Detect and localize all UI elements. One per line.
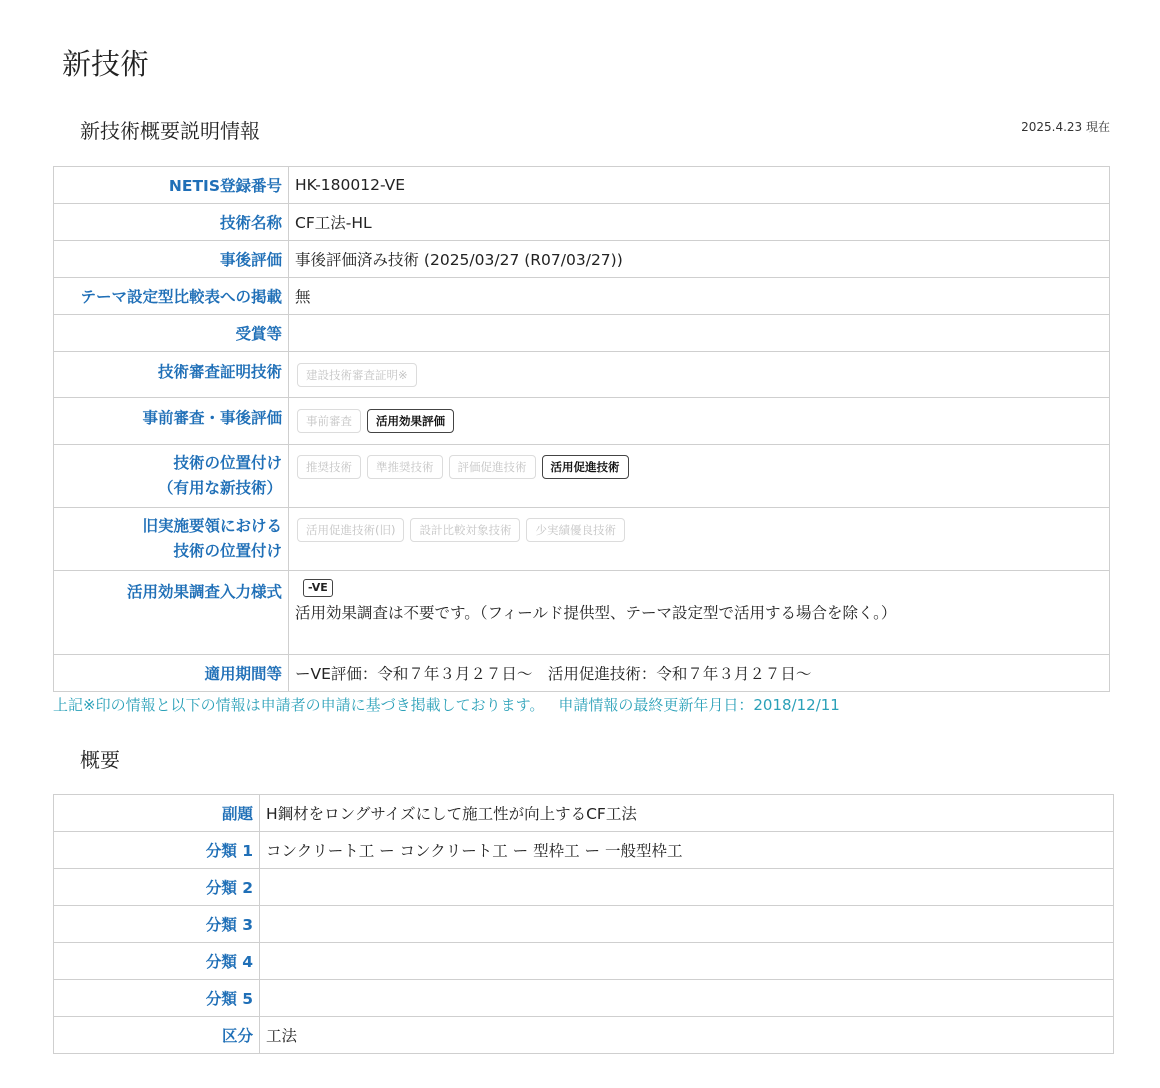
semi-recommended-badge: 準推奨技術 — [367, 455, 443, 479]
class3-label: 分類 3 — [54, 906, 260, 943]
table-row — [54, 655, 1110, 692]
table-row — [54, 204, 1110, 241]
old-position-label-line1: 旧実施要領における — [142, 517, 282, 535]
theme-label: テーマ設定型比較表への掲載 — [54, 278, 289, 315]
old-position-label — [54, 508, 289, 571]
period-value: ーVE評価：令和７年３月２７日～ 活用促進技術：令和７年３月２７日～ — [289, 655, 1110, 692]
class4-value — [260, 943, 1114, 980]
table-row — [54, 795, 1114, 832]
table-row — [54, 832, 1114, 869]
effect-survey-text: 活用効果調査は不要です。（フィールド提供型、テーマ設定型で活用する場合を除く。） — [295, 604, 897, 622]
design-comparison-badge: 設計比較対象技術 — [410, 518, 520, 542]
summary-table — [53, 794, 1114, 1054]
overview-table — [53, 166, 1110, 692]
class1-value: コンクリート工 ー コンクリート工 ー 型枠工 ー 一般型枠工 — [260, 832, 1114, 869]
netis-value: HK-180012-VE — [289, 167, 1110, 204]
table-row — [54, 943, 1114, 980]
effect-survey-label: 活用効果調査入力様式 — [54, 571, 289, 655]
page-title: 新技術 — [62, 47, 150, 81]
position-label — [54, 445, 289, 508]
class5-label: 分類 5 — [54, 980, 260, 1017]
table-row — [54, 445, 1110, 508]
class5-value — [260, 980, 1114, 1017]
table-row — [54, 1017, 1114, 1054]
post-eval-label: 事後評価 — [54, 241, 289, 278]
subtitle-label: 副題 — [54, 795, 260, 832]
division-value: 工法 — [260, 1017, 1114, 1054]
table-row — [54, 980, 1114, 1017]
tech-name-label: 技術名称 — [54, 204, 289, 241]
use-promotion-badge: 活用促進技術 — [542, 455, 629, 479]
recommended-badge: 推奨技術 — [297, 455, 361, 479]
class2-label: 分類 2 — [54, 869, 260, 906]
class3-value — [260, 906, 1114, 943]
pre-review-badge: 事前審査 — [297, 409, 361, 433]
ve-badge: -VE — [303, 579, 333, 597]
table-row — [54, 869, 1114, 906]
as-of-date: 2025.4.23 現在 — [1021, 120, 1110, 134]
cert-label: 技術審査証明技術 — [54, 352, 289, 398]
award-label: 受賞等 — [54, 315, 289, 352]
theme-value: 無 — [289, 278, 1110, 315]
old-position-label-line2: 技術の位置付け — [173, 542, 282, 560]
table-row — [54, 278, 1110, 315]
effect-eval-badge: 活用効果評価 — [367, 409, 454, 433]
cert-badge: 建設技術審査証明※ — [297, 363, 417, 387]
period-label: 適用期間等 — [54, 655, 289, 692]
class4-label: 分類 4 — [54, 943, 260, 980]
position-label-line2: （有用な新技術） — [157, 479, 282, 497]
eval-promotion-badge: 評価促進技術 — [449, 455, 536, 479]
table-row — [54, 398, 1110, 445]
applicant-note-text: 上記※印の情報と以下の情報は申請者の申請に基づき掲載しております。 — [53, 696, 545, 714]
position-label-line1: 技術の位置付け — [173, 454, 282, 472]
netis-label: NETIS登録番号 — [54, 167, 289, 204]
last-updated-note: 申請情報の最終更新年月日：2018/12/11 — [558, 696, 840, 714]
class1-label: 分類 1 — [54, 832, 260, 869]
summary-section-title: 概要 — [80, 748, 120, 772]
table-row — [54, 352, 1110, 398]
subtitle-value: H鋼材をロングサイズにして施工性が向上するCF工法 — [260, 795, 1114, 832]
old-use-promotion-badge: 活用促進技術(旧) — [297, 518, 404, 542]
table-row — [54, 906, 1114, 943]
tech-name-value: CF工法-HL — [289, 204, 1110, 241]
table-row — [54, 241, 1110, 278]
table-row — [54, 508, 1110, 571]
class2-value — [260, 869, 1114, 906]
post-eval-value: 事後評価済み技術 (2025/03/27 (R07/03/27)) — [289, 241, 1110, 278]
table-row — [54, 315, 1110, 352]
pre-post-label: 事前審査・事後評価 — [54, 398, 289, 445]
division-label: 区分 — [54, 1017, 260, 1054]
table-row — [54, 571, 1110, 655]
table-row — [54, 167, 1110, 204]
overview-section-title: 新技術概要説明情報 — [80, 119, 260, 143]
few-records-excellent-badge: 少実績優良技術 — [526, 518, 625, 542]
applicant-note — [53, 694, 840, 715]
award-value — [289, 315, 1110, 352]
